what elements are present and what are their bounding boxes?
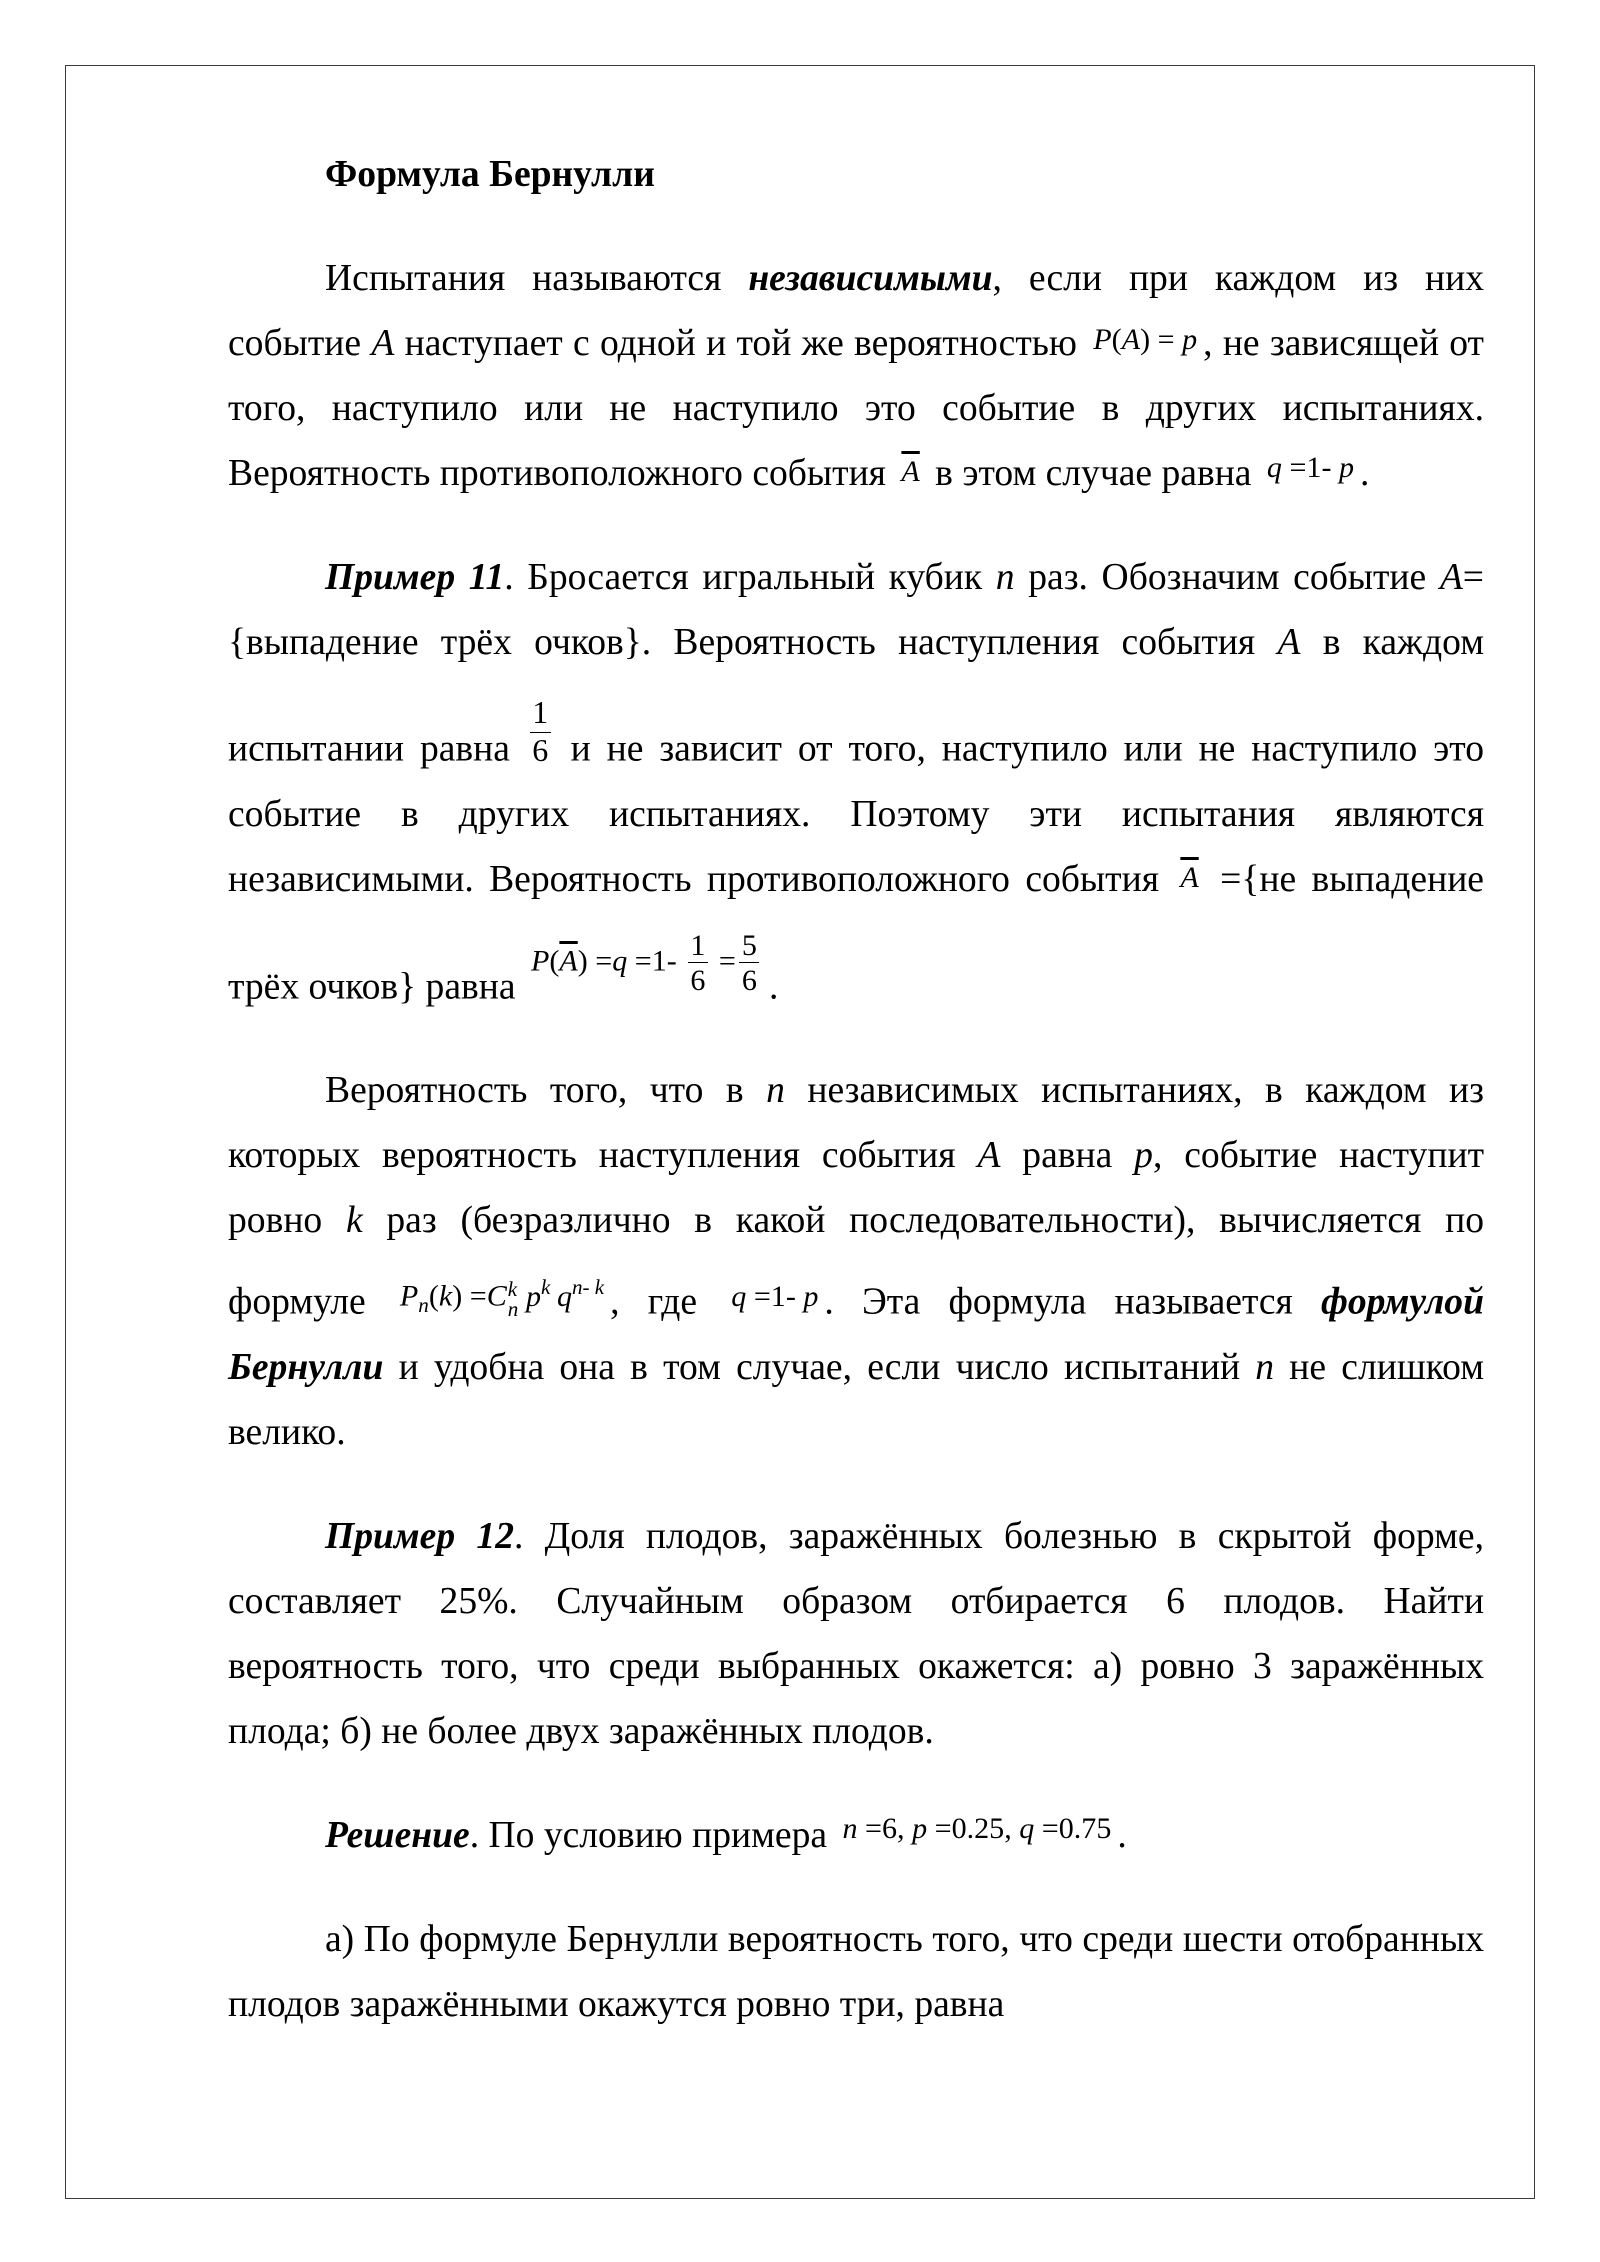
text-run: и не зависит от того, наступило или не наступило это событие в других испытаниях. Поэтому эти испытания являются независимыми. Вероятность противоположного события (228, 728, 1484, 900)
formula-q-equals (1267, 450, 1354, 485)
formula-complement-A (1180, 860, 1198, 895)
formula-symbol-P: P (530, 943, 550, 978)
formula-symbol-p: p (525, 1279, 542, 1314)
formula-symbol-A-bar: $\overline{A}$ (559, 943, 578, 978)
fraction-one-sixth (688, 928, 708, 998)
formula-binomial-indices (507, 1276, 519, 1321)
formula-symbol-k: k (438, 1279, 453, 1314)
text-run: ={выпадение трёх очков}. Вероятность наступления события (228, 557, 1484, 663)
text-run: . Бросается игральный кубик (504, 557, 996, 598)
term-bernoulli-formula: формулой Бернулли (228, 1282, 1484, 1389)
formula-value: =0.25, (927, 1811, 1020, 1846)
formula-symbol-P: P (399, 1279, 419, 1314)
text-run: . (1360, 453, 1370, 494)
text-run: . По условию примера (469, 1815, 837, 1857)
text-run: не слишком велико. (228, 1347, 1484, 1454)
variable-A: A (1439, 557, 1463, 598)
text-run: а) По формуле Бернулли вероятность того, что среди шести отобранных плодов заражёнными окажутся ровно три, равна (228, 1919, 1484, 2026)
formula-paren: ( (428, 1279, 439, 1314)
text-run: в каждом испытании равна (228, 622, 1484, 770)
formula-symbol-A-bar: $\overline{A}$ (901, 454, 920, 488)
formula-symbol-p: p (912, 1811, 928, 1846)
variable-n: n (766, 1070, 785, 1112)
formula-operator: =1- (1281, 450, 1339, 484)
example-label: Пример 12 (325, 1516, 514, 1558)
formula-symbol-p: p (1338, 450, 1354, 484)
formula-paren: ( (549, 943, 560, 978)
formula-value: =6, (857, 1811, 913, 1846)
formula-symbol-p: p (803, 1279, 819, 1314)
formula-symbol-q: q (556, 1279, 572, 1314)
text-run: . (768, 966, 779, 1008)
fraction-five-sixths (739, 928, 759, 998)
formula-complement-A (901, 454, 919, 489)
solution-label: Решение (325, 1815, 470, 1857)
formula-bernoulli (399, 1253, 605, 1321)
fraction-denominator: 6 (690, 963, 706, 998)
fraction-numerator: 1 (688, 928, 708, 964)
formula-paren: ) (1140, 322, 1151, 356)
paragraph-part-a (228, 1907, 1484, 2037)
formula-symbol-q: q (612, 943, 628, 978)
term-independent: независимыми (748, 258, 993, 299)
text-run: . (1117, 1815, 1127, 1857)
variable-A: A (371, 323, 395, 364)
formula-symbol-C: C (486, 1279, 507, 1314)
text-run: . Доля плодов, заражённых болезнью в скрытой форме, составляет 25%. Случайным образом отбирается 6 плодов. Найти вероятность того, что среди выбранных окажется: а) ровно 3 заражённых плода; б) не более двух заражённых плодов. (228, 1516, 1484, 1753)
variable-n: n (995, 557, 1015, 598)
example-label: Пример 11 (325, 557, 505, 598)
text-run: и удобна она в том случае, если число испытаний (383, 1347, 1256, 1389)
fraction-numerator: 1 (530, 695, 551, 733)
fraction-denominator: 6 (741, 963, 757, 998)
formula-paren: ( (1111, 322, 1122, 356)
formula-operator: = (462, 1279, 487, 1314)
formula-complement-probability (531, 912, 763, 998)
text-run: , событие наступит ровно (228, 1135, 1484, 1242)
paragraph-example-12 (228, 1504, 1484, 1764)
text-run: равна (1000, 1135, 1135, 1177)
paragraph-bernoulli (228, 1058, 1484, 1465)
variable-A: A (1277, 622, 1301, 663)
formula-paren: ) (577, 943, 588, 978)
variable-k: k (345, 1200, 363, 1242)
paragraph-definition (228, 246, 1484, 506)
formula-value: =0.75 (1034, 1811, 1112, 1846)
formula-symbol-P: P (1093, 322, 1112, 356)
text-run: Испытания называются (325, 258, 749, 299)
variable-A: A (977, 1135, 1001, 1177)
fraction-one-sixth (530, 675, 551, 769)
fraction-denominator: 6 (532, 732, 549, 768)
formula-symbol-A-bar: $\overline{A}$ (1180, 859, 1199, 894)
text-run: независимых испытаниях, в каждом из которых вероятность наступления события (228, 1070, 1484, 1177)
text-run: . Эта формула называется (824, 1282, 1321, 1324)
text-run: , где (610, 1282, 726, 1324)
formula-symbol-A: A (1121, 322, 1141, 356)
formula-probability-A (1093, 322, 1197, 357)
formula-q-equals (731, 1279, 818, 1314)
formula-paren: ) (452, 1279, 463, 1314)
text-run: наступает с одной и той же вероятностью (394, 323, 1088, 364)
formula-superscript-k: k (541, 1275, 551, 1300)
text-run: , не зависящей от того, наступило или не наступило это событие в других испытаниях. Вероятность противоположного события (228, 323, 1484, 494)
formula-superscript-n-minus-k: n- k (572, 1275, 605, 1300)
fraction-numerator: 5 (739, 928, 759, 964)
text-run: Вероятность того, что в (325, 1070, 767, 1112)
formula-operator: = (1150, 322, 1183, 356)
formula-superscript-k: k (507, 1276, 518, 1301)
formula-operator: =1- (746, 1279, 804, 1314)
formula-operator: = (587, 943, 613, 978)
variable-p: p (1134, 1135, 1153, 1177)
formula-operator: = (711, 943, 736, 978)
formula-symbol-p: p (1182, 322, 1198, 356)
section-title: Формула Бернулли (325, 154, 655, 195)
variable-n: n (1255, 1347, 1275, 1389)
formula-operator: =1- (627, 943, 685, 978)
text-run: , если при каждом из них событие (228, 258, 1484, 364)
formula-symbol-q: q (1266, 450, 1282, 484)
formula-symbol-q: q (1019, 1811, 1035, 1846)
text-run: в этом случае равна (925, 453, 1261, 494)
document-body (228, 142, 1484, 2076)
paragraph-example-11 (228, 545, 1484, 1019)
text-run: раз (безразлично в какой последовательности), вычисляется по формуле (228, 1200, 1484, 1324)
formula-symbol-n: n (842, 1811, 858, 1846)
formula-given-values (843, 1811, 1112, 1846)
text-run: ={не выпадение трёх очков} равна (228, 858, 1484, 1008)
text-run: раз. Обозначим событие (1014, 557, 1440, 598)
formula-symbol-q: q (731, 1279, 747, 1314)
formula-subscript-n: n (418, 1293, 429, 1318)
paragraph-solution (228, 1803, 1484, 1868)
formula-subscript-n: n (507, 1296, 519, 1321)
